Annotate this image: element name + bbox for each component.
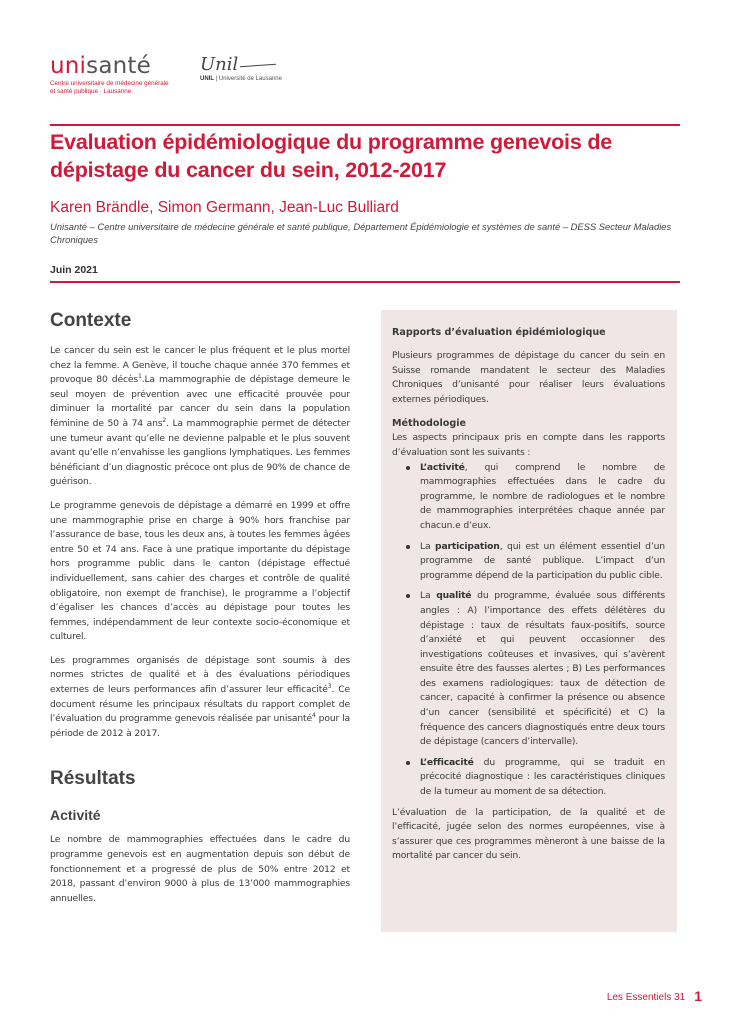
left-column xyxy=(50,308,350,906)
unil-fullname: | Université de Lausanne xyxy=(214,76,282,82)
logo-word-uni: uni xyxy=(50,53,87,79)
unisante-logo xyxy=(50,54,170,96)
contexte-paragraph-3 xyxy=(50,654,350,742)
contexte-paragraph-1 xyxy=(50,344,350,490)
subsection-heading-activite: Activité xyxy=(50,807,101,824)
unil-signature-stroke xyxy=(240,64,276,68)
unil-signature xyxy=(200,54,282,76)
page-footer xyxy=(607,988,702,1004)
unil-script-text: Unil xyxy=(200,54,239,75)
sidebox-intro: Plusieurs programmes de dépistage du cancer du sein en Suisse romande mandatent le secteur des Maladies Chroniques d’unisanté pour réaliser leurs évaluations externes périodiques. xyxy=(392,350,665,405)
title-divider-top xyxy=(50,124,680,126)
bold-term: qualité xyxy=(436,590,472,602)
list-item-qualite xyxy=(420,589,665,750)
unisante-subtitle: Centre universitaire de médecine générale et santé publique · Lausanne xyxy=(50,80,169,95)
authors: Karen Brändle, Simon Germann, Jean-Luc Bulliard xyxy=(50,199,399,216)
text-run: . La mammographie permet de détecter une tumeur avant qu’elle ne devienne palpable et le plus souvent avant qu’elle n’envahisse les ganglions lymphatiques. Les femmes bénéficiant d’un diagnostic précoce ont plus de 90% de chance de guérison. xyxy=(50,417,350,488)
footnote-ref: 1 xyxy=(138,373,142,381)
text-run: du programme, évaluée sous différents angles : A) l’importance des effets délétères du dépistage : taux de résultats faux-positifs, source d’anxiété et qui peuvent occasionner des investigations coûteuses et invasives, qui s’avèrent ensuite être des fausses alertes ; B) Les performances des examens radiologiques: taux de détection de cancer, capacité à confirmer la présence ou absence d’un cancer (sensibilité et spécificité) et C) la fréquence des cancers diagnostiqués entre deux tours de dépistage (cancers d’intervalle). xyxy=(420,590,665,748)
publication-date: Juin 2021 xyxy=(50,264,98,276)
text-run: du programme, qui se traduit en précocité diagnostique : les caractéristiques cliniques de la tumeur au moment de sa détection. xyxy=(420,756,665,798)
bold-term: L’activité xyxy=(420,461,465,473)
bullet-icon xyxy=(406,466,410,470)
title-divider-bottom xyxy=(50,281,680,283)
affiliation: Unisanté – Centre universitaire de médecine générale et santé publique, Département Épidémiologie et systèmes de santé – DESS Secteur Maladies Chroniques xyxy=(50,221,672,245)
header-logos xyxy=(50,54,350,99)
bold-term: L’efficacité xyxy=(420,756,474,768)
document-title: Evaluation épidémiologique du programme genevois de dépistage du cancer du sein, 2012-2017 xyxy=(50,130,613,182)
section-heading-resultats: Résultats xyxy=(50,768,136,790)
text-run: .La mammographie de dépistage demeure le seul moyen de prévention avec une efficacité prouvée pour diminuer la mortalité par cancer du sein dans la population féminine de 50 à 74 ans xyxy=(50,374,350,429)
footnote-ref: 4 xyxy=(312,712,316,720)
text-run: , qui est un élément essentiel d’un programme de santé publique. L’impact d’un programme dépend de la participation du public cible. xyxy=(420,540,665,581)
text-run: Le cancer du sein est le cancer le plus fréquent et le plus mortel chez la femme. A Genève, il touche chaque année 370 femmes et provoque 80 décès xyxy=(50,345,350,386)
unisante-wordmark xyxy=(50,54,170,78)
footnote-ref: 3 xyxy=(327,683,332,691)
list-item-activite xyxy=(420,461,665,534)
sidebox-methodology-heading: Méthodologie xyxy=(392,418,467,430)
unil-abbrev: UNIL xyxy=(200,76,214,82)
text-run: . Ce document résume les principaux résultats du rapport complet de l’évaluation du programme genevois réalisée par unisanté xyxy=(50,684,350,725)
logo-word-sante: santé xyxy=(86,53,151,79)
text-run: pour la période de 2012 à 2017. xyxy=(50,713,350,739)
sidebox-evaluation-reports xyxy=(381,310,677,932)
footer-series: Les Essentiels 31 xyxy=(606,992,686,1003)
unil-logo xyxy=(200,54,282,82)
text-run: , qui comprend le nombre de mammographies effectuées dans le cadre du programme, le nombre de radiologues et le nombre de mammographies interprétées chaque année par chacun.e d’eux. xyxy=(420,461,665,531)
footnote-ref: 2 xyxy=(162,416,167,424)
sidebox-methodology-intro: Les aspects principaux pris en compte dans les rapports d’évaluation sont les suivants : xyxy=(392,432,665,458)
section-heading-contexte: Contexte xyxy=(50,310,132,331)
unil-subtitle xyxy=(200,76,282,82)
sidebox-closing: L’évaluation de la participation, de la qualité et de l’efficacité, jugée selon des normes européennes, vise à s’assurer que ces programmes mèneront à une baisse de la mortalité par cancer du sein. xyxy=(392,806,665,862)
text-run: La xyxy=(420,540,436,552)
methodology-list xyxy=(392,461,665,800)
contexte-paragraph-2: Le programme genevois de dépistage a démarré en 1999 et offre une mammographie prise en charge à 90% hors franchise par l’assurance de base, tous les deux ans, à toutes les femmes âgées entre 50 et 74 ans. Face à une pratique importante du dépistage hors programme public dans le canton (dépistage effectué individuellement, sans cahier des charges et contrôle de qualité obligatoire, non exempt de franchise), le programme a l’objectif d’égaliser les chances d’accès au dépistage pour toutes les femmes, indépendamment de leur contexte socio-économique et culturel. xyxy=(50,499,350,643)
bold-term: participation xyxy=(435,540,500,552)
list-item-participation xyxy=(420,540,665,584)
page-number: 1 xyxy=(694,988,702,1004)
activite-paragraph-1: Le nombre de mammographies effectuées dans le cadre du programme genevois est en augmentation depuis son début de fonctionnement et a progressé de plus de 50% entre 2012 et 2018, passant d’environ 9000 à plus de 13’000 mammographies annuelles. xyxy=(50,834,350,904)
text-run: Les programmes organisés de dépistage sont soumis à des normes strictes de qualité et à des évaluations périodiques externes de leurs performances afin d’assurer leur efficacité xyxy=(50,654,350,696)
list-item-efficacite xyxy=(420,756,665,800)
bullet-icon xyxy=(406,761,410,765)
bullet-icon xyxy=(406,545,410,549)
bullet-icon xyxy=(406,594,410,598)
text-run: La xyxy=(420,590,437,602)
sidebox-title: Rapports d’évaluation épidémiologique xyxy=(392,327,606,338)
